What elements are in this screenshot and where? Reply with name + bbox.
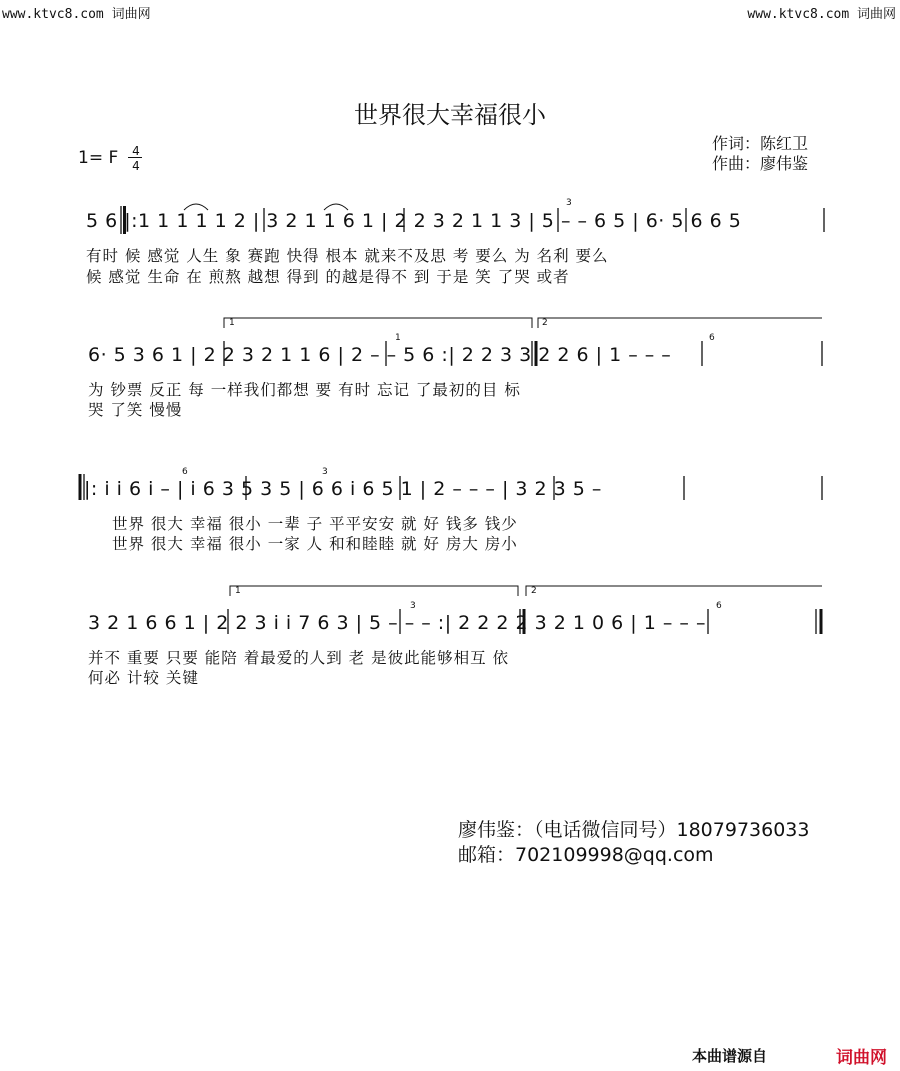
grace-note: 3: [322, 467, 328, 477]
row4-lyrics-verse1: 并不 重要 只要 能陪 着最爱的人到 老 是彼此能够相互 依: [88, 649, 509, 667]
footer-source: 本曲谱源自: [692, 1047, 768, 1065]
lyricist-credit: 作词：陈红卫: [712, 134, 809, 153]
composer-credit: 作曲：廖伟鉴: [712, 154, 809, 173]
row4-volta2-label: 2: [531, 586, 537, 596]
grace-note: 6: [716, 601, 722, 611]
footer-brand-logo[interactable]: 词曲网: [836, 1048, 887, 1068]
contact-email: 邮箱：702109998@qq.com: [458, 844, 714, 866]
row4-volta1-label: 1: [235, 586, 241, 596]
song-title: 世界很大幸福很小: [354, 101, 546, 129]
grace-note: 6: [709, 333, 715, 343]
key-signature: 1= F: [78, 148, 119, 168]
time-signature-top: 4: [132, 144, 140, 158]
row3-lyrics-verse1: 世界 很大 幸福 很小 一辈 子 平平安安 就 好 钱多 钱少: [112, 515, 518, 533]
row2-volta1-label: 1: [229, 318, 235, 328]
row4-lyrics-verse2: 何必 计较 关键: [88, 669, 199, 687]
row2-lyrics-verse2: 哭 了笑 慢慢: [88, 401, 183, 419]
row1-lyrics-verse1: 有时 候 感觉 人生 象 赛跑 快得 根本 就来不及思 考 要么 为 名利 要么: [86, 247, 609, 265]
grace-note: 1: [395, 333, 401, 343]
grace-note: 6: [182, 467, 188, 477]
row3-lyrics-verse2: 世界 很大 幸福 很小 一家 人 和和睦睦 就 好 房大 房小: [112, 535, 518, 553]
row4-notes: 3 2 1 6 6 1 | 2 2 3 i i 7 6 3 | 5 – – – :| 2 2 2 2 3 2 1 0 6 | 1 – – –: [88, 612, 706, 634]
watermark-left: www.ktvc8.com 词曲网: [2, 7, 151, 22]
row2-lyrics-verse1: 为 钞票 反正 每 一样我们都想 要 有时 忘记 了最初的目 标: [88, 381, 521, 399]
row1-lyrics-verse2: 候 感觉 生命 在 煎熬 越想 得到 的越是得不 到 于是 笑 了哭 或者: [86, 268, 570, 286]
row3-notes: |: i i 6 i – | i 6 3 5 3 5 | 6 6 i 6 5 1 | 2 – – – | 3 2 3 5 –: [84, 478, 602, 500]
watermark-right: www.ktvc8.com 词曲网: [747, 7, 896, 22]
grace-note: 3: [410, 601, 416, 611]
row2-notes: 6· 5 3 6 1 | 2 2 3 2 1 1 6 | 2 – – 5 6 :| 2 2 3 3 2 2 6 | 1 – – –: [88, 344, 672, 366]
row1-notes: 5 6 |:1 1 1 1 1 2 | 3 2 1 1 6 1 | 2 2 3 2 1 1 3 | 5 – – 6 5 | 6· 5 6 6 5: [86, 210, 742, 232]
time-signature-bottom: 4: [132, 159, 140, 173]
grace-note: 3: [566, 198, 572, 208]
row2-volta2-label: 2: [542, 318, 548, 328]
contact-phone: 廖伟鉴：（电话微信同号）18079736033: [458, 819, 810, 841]
